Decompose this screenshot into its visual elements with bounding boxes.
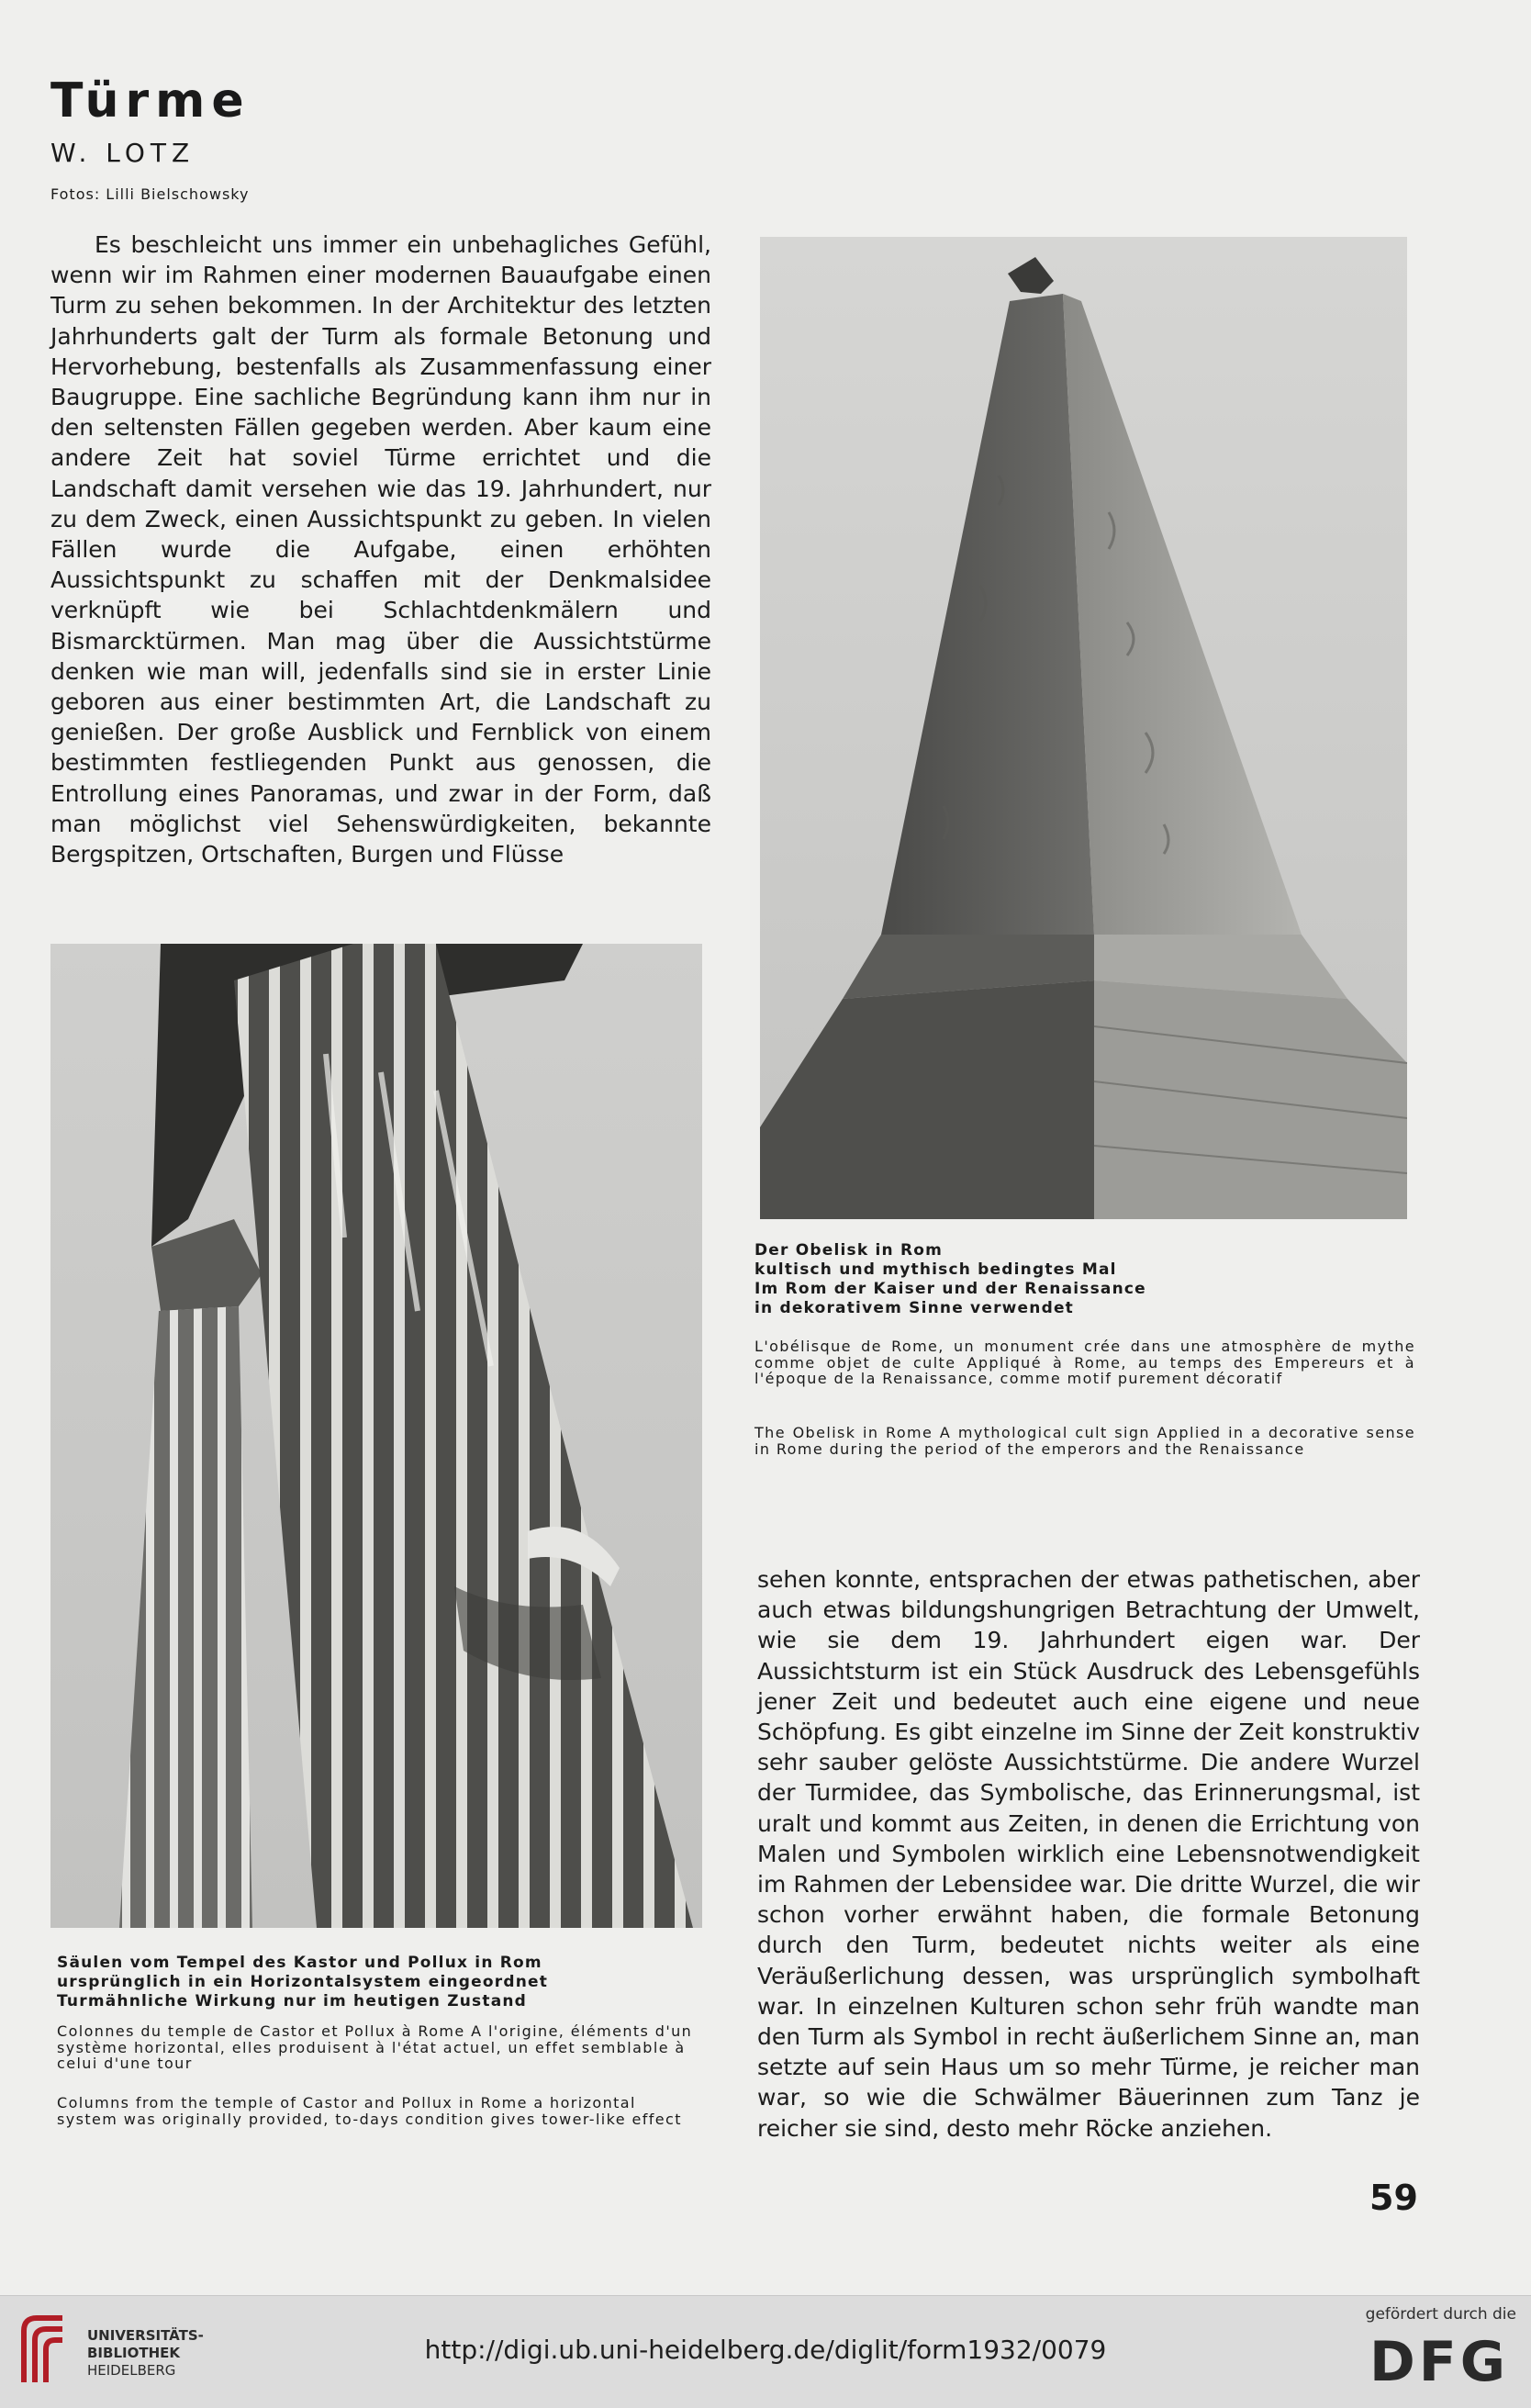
page-number: 59: [1369, 2178, 1418, 2218]
columns-caption-german: Säulen vom Tempel des Kastor und Pollux in Rom ursprünglich in ein Horizontalsystem eingeordnet Turmähnliche Wirkung nur im heutigen Zustand: [57, 1954, 549, 2010]
obelisk-photo: [760, 237, 1407, 1219]
body-text-column-2: sehen konnte, entsprachen der etwas pathetischen, aber auch etwas bildungshungrigen Betrachtung der Umwelt, wie sie dem 19. Jahrhundert eigen war. Der Aussichtsturm ist ein Stück Ausdruck des Lebensgefühls jener Zeit und bedeutet auch eine eigene und neue Schöpfung. Es gibt einzelne im Sinne der Zeit konstruktiv sehr sauber gelöste Aussichtstürme. Die andere Wurzel der Turmidee, das Symbolische, das Erinnerungsmal, ist uralt und kommt aus Zeiten, in denen die Errichtung von Malen und Symbolen wirklich eine Lebensnotwendigkeit im Rahmen der Lebensidee war. Die dritte Wurzel, die wir schon vorher erwähnt haben, die formale Betonung durch den Turm, bedeutet nichts weiter als eine Veräußerlichung dessen, was ursprünglich symbolhaft war. In einzelnen Kulturen schon sehr früh wandte man den Turm als Symbol in recht äußerlichem Sinne an, man setzte auf sein Haus um so mehr Türme, je reicher man war, so wie die Schwälmer Bäuerinnen zum Tanz je reicher sie sind, desto mehr Röcke anziehen.: [757, 1566, 1420, 2142]
columns-caption-english: Columns from the temple of Castor and Pollux in Rome a horizontal system was originally provided, to-days condition gives tower-like effect: [57, 2094, 682, 2128]
article-title: Türme: [50, 73, 251, 129]
body-text-column-1: Es beschleicht uns immer ein unbehagliches Gefühl, wenn wir im Rahmen einer modernen Bauaufgabe einen Turm zu sehen bekommen. In der Architektur des letzten Jahrhunderts galt der Turm als formale Betonung und Hervorhebung, bestenfalls als Zusammenfassung einer Baugruppe. Eine sachliche Begründung kann ihm nur in den seltensten Fällen gegeben werden. Aber kaum eine andere Zeit hat soviel Türme errichtet und die Landschaft damit versehen wie das 19. Jahrhundert, nur zu dem Zweck, einen Aussichtspunkt zu geben. In vielen Fällen wurde die Aufgabe, einen erhöhten Aussichtspunkt zu schaffen mit der Denkmalsidee verknüpft wie bei Schlachtdenkmälern und Bismarcktürmen. Man mag über die Aussichtstürme denken wie man will, jedenfalls sind sie in erster Linie geboren aus einer bestimmten Art, die Landschaft zu genießen. Der große Ausblick und Fernblick von einem bestimmten festliegenden Punkt aus genossen, die Entrollung eines Panoramas, und zwar in der Form, daß man möglichst viel Sehenswürdigkeiten, bekannte Bergspitzen, Ortschaften, Burgen und Flüsse: [50, 231, 711, 868]
article-author: W. LOTZ: [50, 138, 196, 168]
columns-caption-french: Colonnes du temple de Castor et Pollux à Rome A l'origine, éléments d'un système horizontal, elles produisent à l'état actuel, un effet semblable à celui d'une tour: [57, 2022, 693, 2072]
dfg-logo[interactable]: DFG: [1369, 2330, 1509, 2394]
photo-credit: Fotos: Lilli Bielschowsky: [50, 185, 250, 203]
obelisk-caption-english: The Obelisk in Rome A mythological cult sign Applied in a decorative sense in Rome during the period of the emperors and the Renaissance: [754, 1424, 1415, 1458]
permalink-url[interactable]: http://digi.ub.uni-heidelberg.de/diglit/form1932/0079: [424, 2335, 1107, 2365]
funding-note: gefördert durch die: [1365, 2305, 1516, 2324]
temple-columns-photo: [50, 944, 702, 1928]
digitization-footer: [0, 2295, 1531, 2408]
university-library-name[interactable]: UNIVERSITÄTS- BIBLIOTHEK HEIDELBERG: [87, 2327, 204, 2379]
obelisk-caption-french: L'obélisque de Rome, un monument crée dans une atmosphère de mythe comme objet de culte Appliqué à Rome, au temps des Empereurs et à l'époque de la Renaissance, comme motif purement décoratif: [754, 1338, 1415, 1387]
obelisk-caption-german: Der Obelisk in Rom kultisch und mythisch bedingtes Mal Im Rom der Kaiser und der Renaissance in dekorativem Sinne verwendet: [754, 1241, 1146, 1317]
